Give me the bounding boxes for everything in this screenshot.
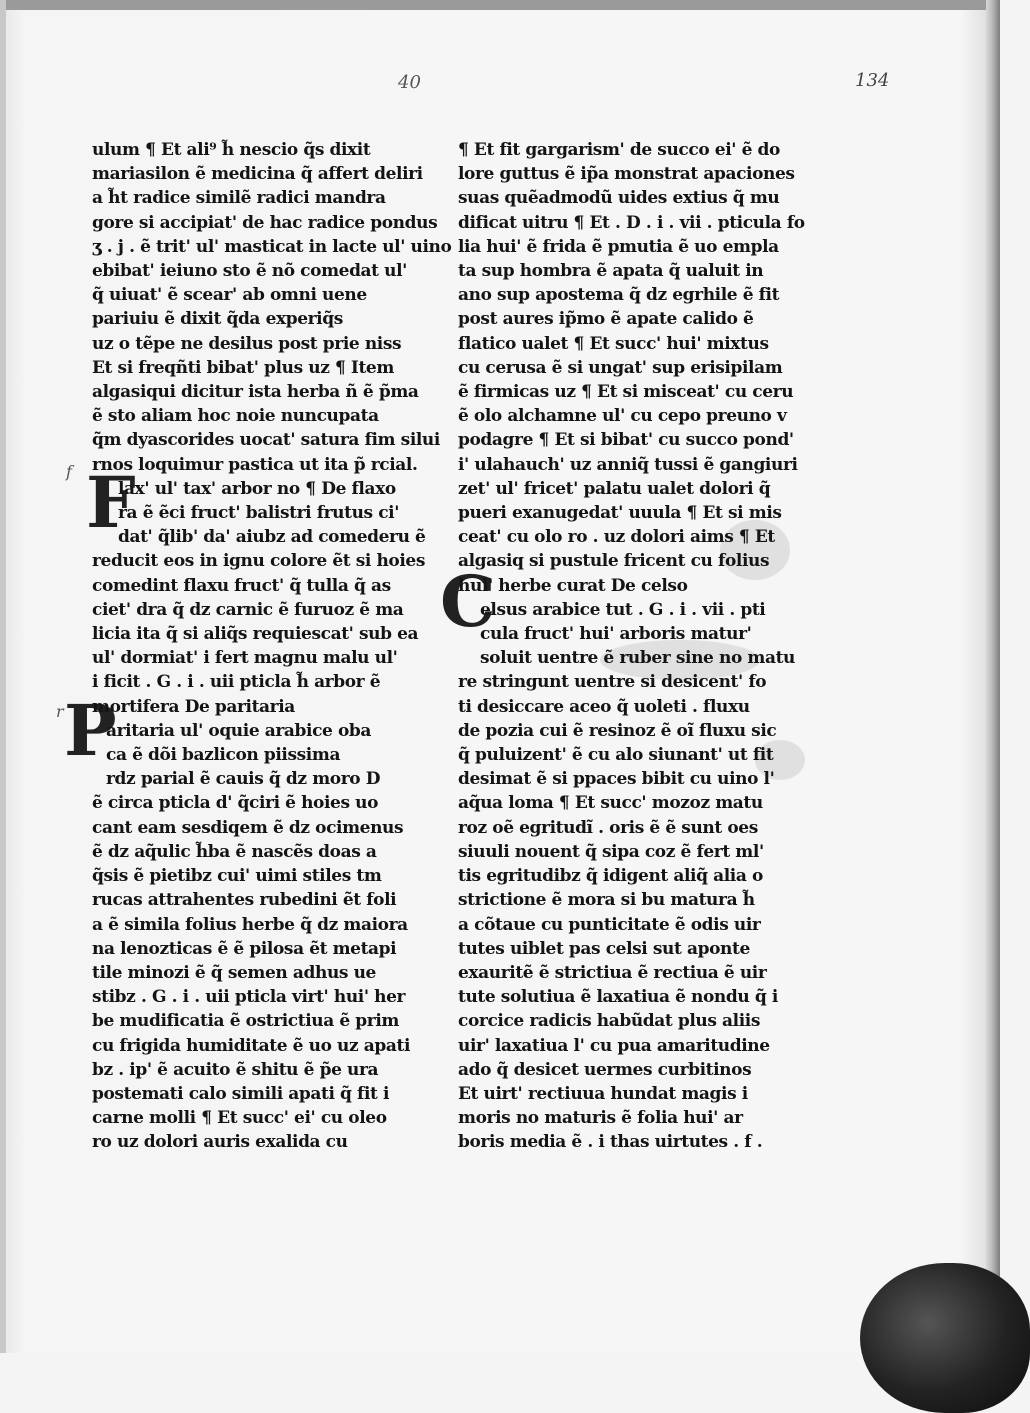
text-line: ciet' dra q̃ dz carnic ẽ furuoz ẽ ma — [92, 599, 404, 620]
page-left-edge — [0, 0, 6, 1353]
text-line: corcice radicis habũdat plus aliis — [458, 1011, 761, 1032]
text-line: suas quẽadmodũ uides extius q̃ mu — [458, 188, 780, 209]
text-line: siuuli nouent q̃ sipa coz ẽ fert ml' — [458, 841, 764, 862]
text-line: cula fruct' hui' arboris matur' — [480, 624, 752, 645]
text-line: ra ẽ ẽci fruct' balistri frutus ci' — [118, 503, 400, 524]
text-line: rdz parial ẽ cauis q̃ dz moro D — [106, 769, 381, 790]
text-line: reducit eos in ignu colore ẽt si hoies — [92, 551, 426, 572]
text-line: cu frigida humiditate ẽ uo uz apati — [92, 1035, 410, 1056]
decorated-initial-f: F — [86, 461, 136, 544]
text-line: flatico ualet ¶ Et succ' hui' mixtus — [458, 333, 769, 354]
text-line: a ẽ simila folius herbe q̃ dz maiora — [92, 914, 408, 935]
text-line: dat' q̃lib' da' aiubz ad comederu ẽ — [118, 527, 426, 548]
text-line: licia ita q̃ si aliq̃s requiescat' sub ea — [92, 624, 419, 645]
text-line: de pozia cui ẽ resinoz ẽ oĩ fluxu sic — [458, 720, 777, 741]
text-line: ¶ Et fit gargarism' de succo ei' ẽ do — [458, 140, 780, 160]
text-line: podagre ¶ Et si bibat' cu succo pond' — [458, 430, 794, 451]
text-line: tute solutiua ẽ laxatiua ẽ nondu q̃ i — [458, 987, 778, 1008]
text-line: ẽ dz aq̃ulic h̃ba ẽ nascẽs doas a — [92, 841, 377, 862]
text-line: ẽ circa pticla d' q̃ciri ẽ hoies uo — [92, 793, 379, 814]
text-line: a cõtaue cu punticitate ẽ odis uir — [458, 914, 761, 935]
text-line: a h̃t radice similẽ radici mandra — [92, 188, 386, 209]
text-line: ʒ . j . ẽ trit' ul' masticat in lacte ul' uino — [92, 236, 452, 257]
text-line: roz oẽ egritudĩ . oris ẽ ẽ sunt oes — [458, 817, 758, 838]
text-line: algasiqui dicitur ista herba ñ ẽ p̃ma — [92, 382, 419, 403]
text-line: na lenozticas ẽ ẽ pilosa ẽt metapi — [92, 938, 397, 959]
text-line: tutes uiblet pas celsi sut aponte — [458, 938, 750, 959]
decorated-initial-p: P — [64, 689, 117, 772]
text-line: stibz . G . i . uii pticla virt' hui' her — [92, 987, 406, 1008]
text-line: desimat ẽ si ppaces bibit cu uino l' — [458, 769, 775, 790]
text-line: lax' ul' tax' arbor no ¶ De flaxo — [118, 478, 396, 499]
text-line: pariuiu ẽ dixit q̃da experiq̃s — [92, 309, 343, 330]
thumb — [860, 1263, 1030, 1413]
text-line: comedint flaxu fruct' q̃ tulla q̃ as — [92, 575, 391, 596]
text-line: pueri exanugedat' uuula ¶ Et si mis — [458, 503, 782, 524]
text-line: soluit uentre ẽ ruber sine no matu — [480, 648, 796, 669]
folio-number-right: 134 — [855, 70, 890, 91]
text-line: q̃m dyascorides uocat' satura fim silui — [92, 430, 440, 451]
text-line: Et uirt' rectiuua hundat magis i — [458, 1083, 748, 1104]
text-line: algasiq si pustule fricent cu folius — [458, 551, 770, 572]
text-line: be mudificatia ẽ ostrictiua ẽ prim — [92, 1011, 399, 1032]
page-right-edge — [986, 0, 1000, 1353]
text-line: mariasilon ẽ medicina q̃ affert deliri — [92, 164, 423, 185]
text-line: post aures ip̃mo ẽ apate calido ẽ — [458, 309, 754, 330]
text-line: strictione ẽ mora si bu matura h̃ — [458, 890, 755, 911]
text-line: ado q̃ desicet uermes curbitinos — [458, 1059, 752, 1080]
text-line: gore si accipiat' de hac radice pondus — [92, 212, 438, 233]
text-line: uz o tẽpe ne desilus post prie niss — [92, 333, 402, 354]
text-line: rnos loquimur pastica ut ita p̃ rcial. — [92, 454, 418, 475]
text-line: q̃ uiuat' ẽ scear' ab omni uene — [92, 285, 367, 306]
text-line: ro uz dolori auris exalida cu — [92, 1132, 348, 1153]
text-line: ul' dormiat' i fert magnu malu ul' — [92, 648, 398, 669]
text-line: lore guttus ẽ ip̃a monstrat apaciones — [458, 164, 795, 185]
text-line: ẽ olo alchamne ul' cu cepo preuno v — [458, 406, 787, 427]
text-line: ulum ¶ Et ali⁹ h̃ nescio q̃s dixit — [92, 140, 371, 160]
text-line: hui' herbe curat De celso — [458, 575, 688, 596]
text-line: bz . ip' ẽ acuito ẽ shitu ẽ p̃e ura — [92, 1059, 379, 1080]
text-line: exauritẽ ẽ strictiua ẽ rectiua ẽ uir — [458, 962, 767, 983]
text-line: q̃sis ẽ pietibz cui' uimi stiles tm — [92, 866, 382, 887]
text-column-right — [458, 138, 805, 1155]
text-line: ta sup hombra ẽ apata q̃ ualuit in — [458, 261, 764, 282]
text-line: Et si freqñti bibat' plus uz ¶ Item — [92, 357, 394, 378]
text-line: re stringunt uentre si desicent' fo — [458, 672, 767, 693]
folio-number-center: 40 — [398, 72, 421, 93]
text-line: ẽ firmicas uz ¶ Et si misceat' cu ceru — [458, 382, 794, 403]
text-line: ca ẽ dõi bazlicon piissima — [106, 745, 341, 766]
page-top-edge — [0, 0, 1000, 10]
text-line: moris no maturis ẽ folia hui' ar — [458, 1108, 743, 1129]
text-line: boris media ẽ . i thas uirtutes . f . — [458, 1132, 763, 1153]
text-column-left — [92, 138, 452, 1155]
text-line: tile minozi ẽ q̃ semen adhus ue — [92, 962, 376, 983]
text-line: postemati calo simili apati q̃ fit i — [92, 1083, 390, 1104]
text-line: uir' laxatiua l' cu pua amaritudine — [458, 1035, 770, 1056]
text-line: aq̃ua loma ¶ Et succ' mozoz matu — [458, 793, 763, 814]
text-line: cant eam sesdiqem ẽ dz ocimenus — [92, 817, 404, 838]
text-line: ebibat' ieiuno sto ẽ nõ comedat ul' — [92, 261, 407, 282]
decorated-initial-c: C — [440, 560, 496, 643]
text-line: carne molli ¶ Et succ' ei' cu oleo — [92, 1108, 387, 1129]
margin-mark: r — [56, 702, 64, 721]
text-line: lia hui' ẽ frida ẽ pmutia ẽ uo empla — [458, 236, 779, 257]
text-line: rucas attrahentes rubedini ẽt foli — [92, 890, 397, 911]
text-line: i ficit . G . i . uii pticla h̃ arbor ẽ — [92, 672, 381, 693]
margin-mark: f — [66, 462, 72, 481]
text-line: tis egritudibz q̃ idigent aliq̃ alia o — [458, 866, 763, 887]
text-line: dificat uitru ¶ Et . D . i . vii . pticula fo — [458, 212, 805, 233]
text-line: ano sup apostema q̃ dz egrhile ẽ fit — [458, 285, 780, 306]
text-line: q̃ puluizent' ẽ cu alo siunant' ut fit — [458, 745, 774, 766]
text-line: ẽ sto aliam hoc noie nuncupata — [92, 406, 379, 427]
text-line: cu cerusa ẽ si ungat' sup erisipilam — [458, 357, 783, 378]
text-line: i' ulahauch' uz anniq̃ tussi ẽ gangiuri — [458, 454, 798, 475]
text-line: ti desiccare aceo q̃ uoleti . fluxu — [458, 696, 750, 717]
text-line: zet' ul' fricet' palatu ualet dolori q̃ — [458, 478, 771, 499]
text-line: mortifera De paritaria — [92, 696, 295, 717]
text-line: elsus arabice tut . G . i . vii . pti — [480, 599, 766, 620]
text-line: ceat' cu olo ro . uz dolori aims ¶ Et — [458, 527, 775, 548]
text-line: aritaria ul' oquie arabice oba — [106, 720, 372, 741]
